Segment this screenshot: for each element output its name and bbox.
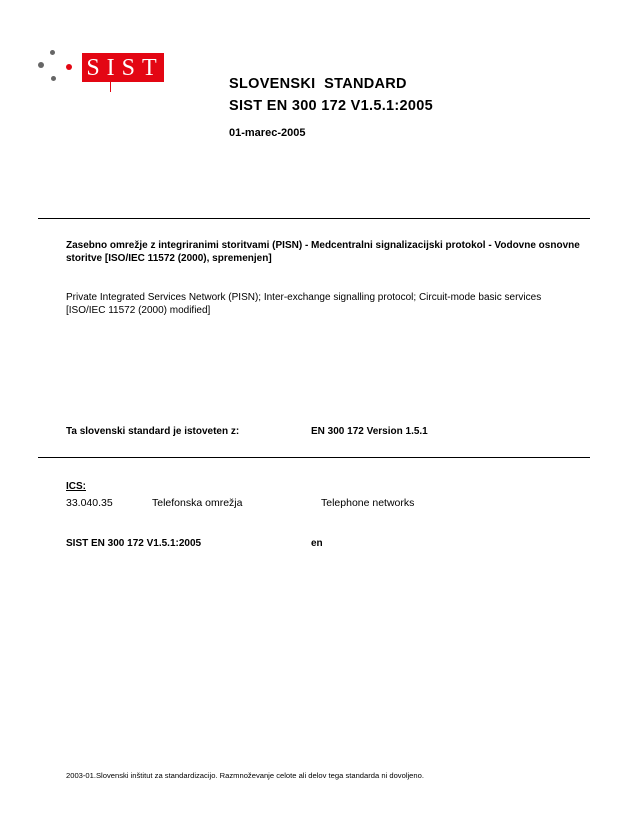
document-id: SIST EN 300 172 V1.5.1:2005	[66, 538, 202, 549]
divider	[38, 457, 590, 458]
ics-name-slovenian: Telefonska omrežja	[152, 497, 243, 509]
standard-code: SIST EN 300 172 V1.5.1:2005	[229, 98, 433, 114]
logo-dot-icon	[66, 64, 72, 70]
logo-dot-icon	[50, 50, 55, 55]
logo-dot-icon	[51, 76, 56, 81]
equivalence-value: EN 300 172 Version 1.5.1	[311, 426, 428, 437]
standard-label: SLOVENSKI STANDARD	[229, 76, 407, 92]
title-slovenian: Zasebno omrežje z integriranimi storitvami (PISN) - Medcentralni signalizacijski protokol - Vodovne osnovne storitve [ISO/IEC 11572 (2000), spremenjen]	[66, 240, 580, 264]
publication-date: 01-marec-2005	[229, 127, 306, 139]
ics-code: 33.040.35	[66, 497, 113, 509]
copyright-footer: 2003-01.Slovenski inštitut za standardizacijo. Razmnoževanje celote ali delov tega standarda ni dovoljeno.	[66, 771, 424, 780]
equivalence-label: Ta slovenski standard je istoveten z:	[66, 426, 240, 437]
document-language: en	[311, 538, 323, 549]
logo-text: SIST	[86, 55, 164, 81]
logo-dot-icon	[38, 62, 44, 68]
ics-label: ICS:	[66, 481, 86, 492]
divider	[38, 218, 590, 219]
title-english: Private Integrated Services Network (PISN); Inter-exchange signalling protocol; Circuit-mode basic services [ISO/IEC 11572 (2000) modified]	[66, 292, 542, 316]
ics-name-english: Telephone networks	[321, 497, 415, 509]
logo-box	[82, 53, 164, 82]
logo-line	[110, 82, 111, 92]
